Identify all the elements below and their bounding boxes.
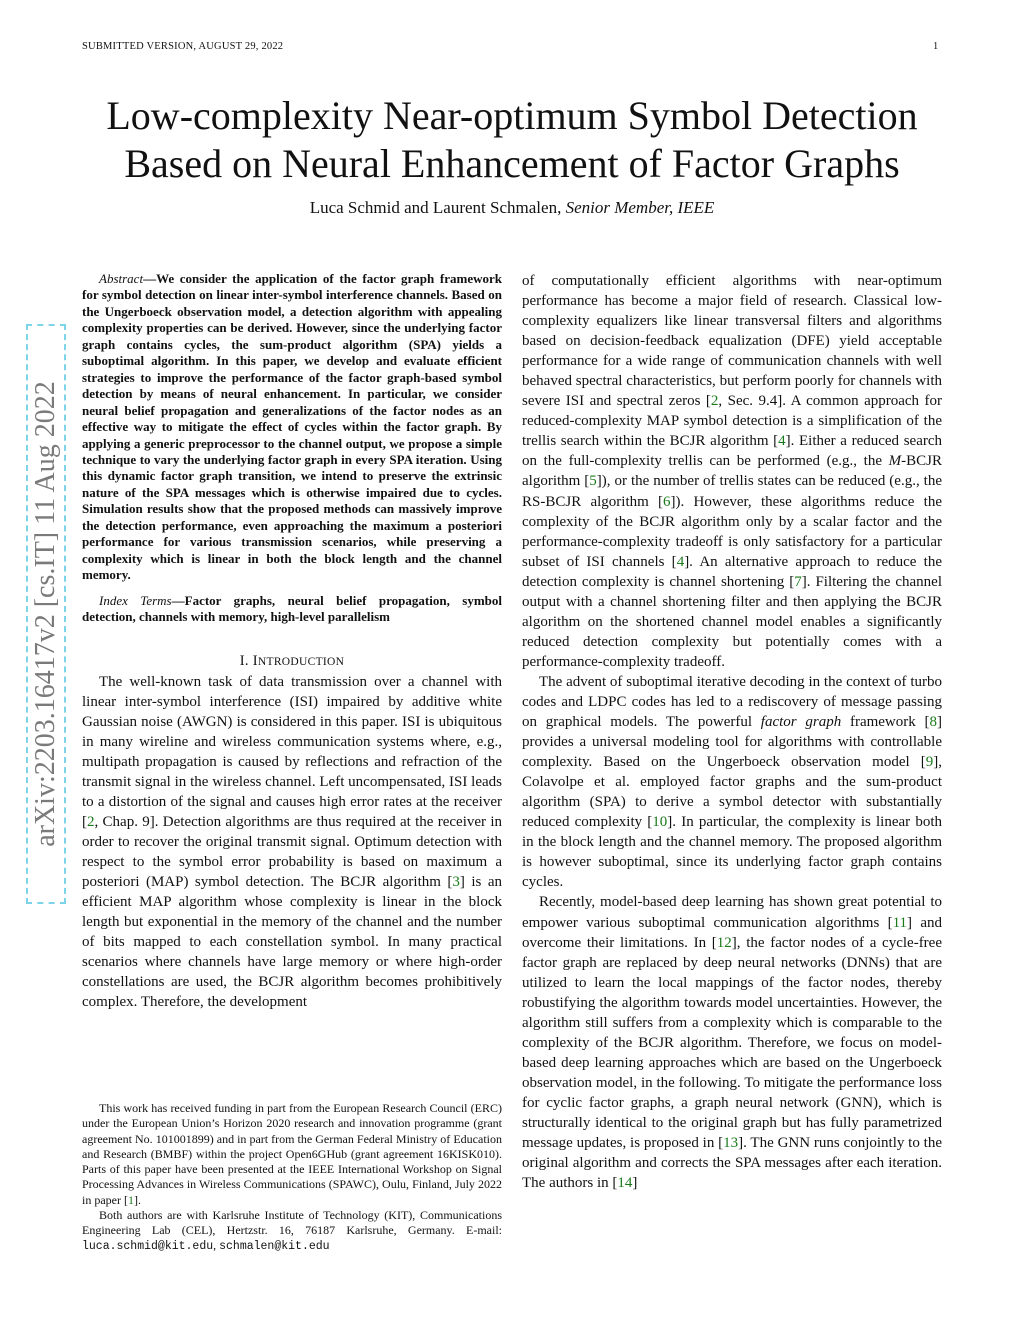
- math-symbol: M: [888, 453, 902, 470]
- citation-link[interactable]: 3: [452, 873, 460, 890]
- index-terms-label: Index Terms: [99, 592, 172, 608]
- text-run: , Sec. 9.4]. A common approach for reduced-complexity MAP symbol detection is a simplification of the trellis search within the BCJR algorithm [: [522, 393, 942, 450]
- email-link-1[interactable]: luca.schmid@kit.edu: [82, 1240, 214, 1254]
- citation-link[interactable]: 12: [716, 934, 732, 951]
- title-line-1: Low-complexity Near-optimum Symbol Detection: [106, 93, 918, 138]
- citation-link[interactable]: 6: [663, 493, 671, 510]
- index-terms-text: —Factor graphs, neural belief propagation, symbol detection, channels with memory, high-level parallelism: [82, 592, 502, 625]
- citation-link[interactable]: 10: [652, 814, 668, 831]
- citation-link[interactable]: 4: [676, 553, 685, 570]
- text-run: Recently, model-based deep learning has shown great potential to empower various suboptimal communication algorithms [: [522, 894, 942, 931]
- abstract-label: Abstract: [99, 271, 144, 286]
- text-run: -BCJR algorithm [: [522, 453, 942, 490]
- footnote: [82, 1101, 502, 1255]
- text-run: ] and overcome their limitations. In [: [522, 914, 942, 951]
- section-first-letter: I: [252, 652, 258, 669]
- arxiv-stamp[interactable]: [26, 324, 66, 904]
- footnote-text-1: This work has received funding in part from the European Research Council (ERC) under the European Union’s Horizon 2020 research and innovation programme (grant agreement No. 101001899) and in part from the German Federal Ministry of Education and Research (BMBF) within the project Open6GHub (grant agreement 16KISK010). Parts of this paper have been presented at the IEEE International Workshop on Signal Processing Advances in Wireless Communications (SPAWC), Oulu, Finland, July 2022 in paper [: [82, 1101, 502, 1207]
- footnote-affiliation: [82, 1208, 502, 1255]
- author-role: Senior Member, IEEE: [565, 198, 715, 217]
- text-run: ]. Filtering the channel output with a channel shortening filter and then applying the BCJR algorithm on the shortened channel model enables a significantly reduced detection complexity but potentially comes with a performance-complexity tradeoff.: [522, 573, 942, 670]
- text-run: ]. The GNN runs conjointly to the original algorithm and corrects the SPA messages after each iteration. The authors in [: [522, 1135, 942, 1192]
- abstract: [82, 271, 502, 584]
- footnote-text-2: ].: [133, 1192, 141, 1207]
- section-rest: NTRODUCTION: [257, 655, 345, 668]
- page-number: 1: [933, 41, 939, 52]
- section-numeral: I.: [239, 652, 249, 669]
- text-run: ], the factor nodes of a cycle-free factor graph are replaced by deep neural networks (DNNs) that are utilized to learn the local mappings of the factor nodes, thereby robustifying the algorithm towards model uncertainties. However, the algorithm still suffers from a complexity which is comparable to the complexity of the BCJR algorithm. Therefore, we focus on model-based deep learning approaches which are based on the Ungerboeck observation model, in the following. To mitigate the performance loss for cyclic factor graphs, a graph neural network (GNN), which is structurally identical to the original graph but has fully parametrized message updates, is proposed in [: [522, 934, 942, 1152]
- text-run: ]. Either a reduced search on the full-complexity trellis can be performed (e.g., the: [522, 433, 943, 470]
- citation-link[interactable]: 8: [929, 714, 937, 731]
- citation-link[interactable]: 2: [87, 813, 95, 830]
- text-run: ]), or the number of trellis states can be reduced (e.g., the RS-BCJR algorithm [: [522, 473, 942, 510]
- section-heading-introduction: [82, 653, 502, 670]
- index-terms: [82, 593, 502, 626]
- right-paragraph-1: [522, 271, 942, 672]
- left-column: [82, 271, 502, 1012]
- footnote-affiliation-text: Both authors are with Karlsruhe Institute of Technology (KIT), Communications Engineering Lab (CEL), Hertzstr. 16, 76187 Karlsruhe, Germany. E-mail:: [82, 1207, 502, 1237]
- text-run: The advent of suboptimal iterative decoding in the context of turbo codes and LDPC codes has led to a rediscovery of message passing on graphical models. The powerful: [522, 673, 942, 731]
- text-run: framework [: [841, 714, 930, 731]
- right-column: [522, 271, 942, 1193]
- intro-text-1: The well-known task of data transmission over a channel with linear inter-symbol interference (ISI) impaired by additive white Gaussian noise (AWGN) is considered in this paper. ISI is ubiquitous in many wireline and wireless communication systems where, e.g., multipath propagation is caused by reflections and refraction of the transmit signal in the wireless channel. Left uncompensated, ISI leads to a distortion of the signal and causes high error rates at the receiver [: [82, 673, 502, 830]
- footnote-funding: [82, 1101, 502, 1208]
- text-run: ]. An alternative approach to reduce the detection complexity is channel shortening [: [522, 553, 942, 590]
- text-run: ] provides a universal modeling tool for algorithms with controllable complexity. Based on the Ungerboeck observation model [: [522, 714, 942, 771]
- citation-link[interactable]: 11: [892, 914, 908, 931]
- author-names: Luca Schmid and Laurent Schmalen,: [309, 198, 562, 217]
- text-run: ]. In particular, the complexity is linear both in the block length and the channel memory. The proposed algorithm is however suboptimal, since its underlying factor graph contains cycles.: [522, 814, 942, 891]
- intro-text-2: , Chap. 9]. Detection algorithms are thus required at the receiver in order to recover the original transmit signal. Optimum detection with respect to the symbol error probability is based on maximum a posteriori (MAP) symbol detection. The BCJR algorithm [: [82, 813, 502, 890]
- citation-link[interactable]: 7: [794, 573, 802, 590]
- citation-link[interactable]: 1: [127, 1192, 134, 1207]
- arxiv-id: arXiv:2203.16417v2 [cs.IT] 11 Aug 2022: [30, 381, 61, 847]
- citation-link[interactable]: 9: [925, 754, 934, 771]
- right-paragraph-2: [522, 672, 942, 893]
- running-header: SUBMITTED VERSION, AUGUST 29, 2022: [82, 41, 284, 52]
- citation-link[interactable]: 2: [710, 393, 719, 410]
- emphasis: factor graph: [760, 714, 842, 731]
- text-run: ], Colavolpe et al. employed factor graphs and the sum-product algorithm (SPA) to derive a symbol detector with substantially reduced complexity [: [522, 754, 942, 831]
- abstract-text: —We consider the application of the factor graph framework for symbol detection on linear inter-symbol interference channels. Based on the Ungerboeck observation model, a detection algorithm with appealing complexity properties can be derived. However, since the underlying factor graph contains cycles, the sum-product algorithm (SPA) yields a suboptimal algorithm. In this paper, we develop and evaluate efficient strategies to improve the performance of the factor graph-based symbol detection by means of neural enhancement. In particular, we consider neural belief propagation and generalizations of the factor nodes as an effective way to mitigate the effect of cycles within the factor graph. By applying a generic preprocessor to the channel output, we propose a simple technique to vary the underlying factor graph in every SPA iteration. Using this dynamic factor graph transition, we intend to preserve the extrinsic nature of the SPA messages which is otherwise impaired due to cycles. Simulation results show that the proposed methods can massively improve the detection performance, even approaching the maximum a posteriori performance for various transmission scenarios, while preserving a complexity which is linear in both the block length and the channel memory.: [82, 271, 502, 583]
- email-separator: ,: [213, 1238, 220, 1253]
- email-link-2[interactable]: schmalen@kit.edu: [219, 1240, 330, 1254]
- paper-title: [60, 92, 964, 188]
- intro-paragraph-1: [82, 672, 502, 1013]
- title-line-2: Based on Neural Enhancement of Factor Graphs: [124, 141, 900, 186]
- text-run: of computationally efficient algorithms with near-optimum performance has become a major field of research. Classical low-complexity equalizers like linear transversal filters and algorithms based on decision-feedback equalization (DFE) yield acceptable performance for a wide range of communication channels with well behaved spectral characteristics, but perform poorly for channels with severe ISI and spectral zeros [: [522, 273, 942, 410]
- author-line: [60, 197, 964, 219]
- citation-link[interactable]: 5: [589, 473, 597, 490]
- intro-text-3: ] is an efficient MAP algorithm whose complexity is linear in the block length but exponential in the memory of the channel and the number of bits mapped to each constellation symbol. In many practical scenarios where channels have large memory or where high-order constellations are used, the BCJR algorithm becomes prohibitively complex. Therefore, the development: [82, 873, 502, 1011]
- text-run: ]: [632, 1175, 638, 1192]
- text-run: ]). However, these algorithms reduce the complexity of the BCJR algorithm only by a scalar factor and the performance-complexity tradeoff is only satisfactory for a particular subset of ISI channels [: [522, 493, 943, 570]
- citation-link[interactable]: 13: [723, 1135, 739, 1152]
- citation-link[interactable]: 4: [778, 433, 786, 450]
- right-paragraph-3: [522, 892, 942, 1193]
- citation-link[interactable]: 14: [617, 1175, 633, 1192]
